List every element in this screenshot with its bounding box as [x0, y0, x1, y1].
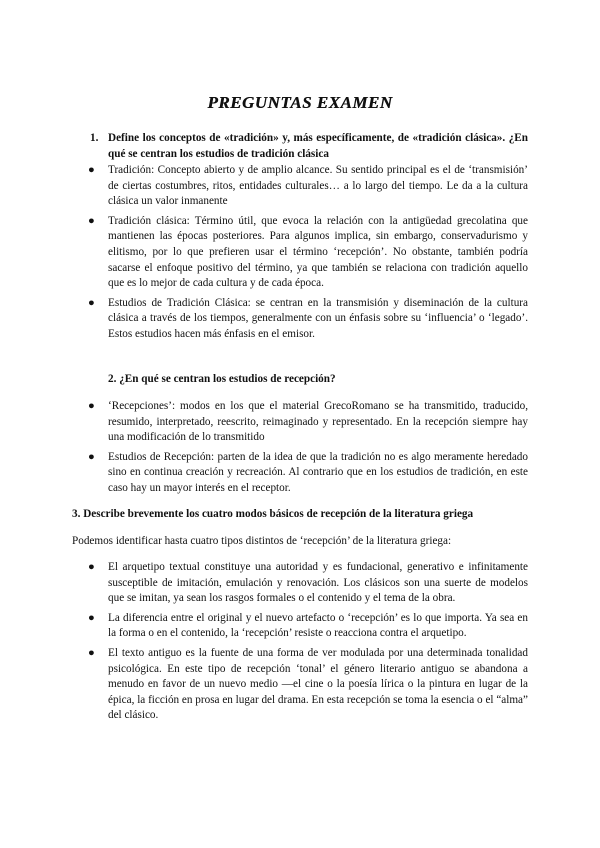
- list-item: ● El texto antiguo es la fuente de una forma de ver modulada por una determinada tonalidad psicológica. En este tipo de recepción ‘tonal’ el género literario antiguo se abandona a menudo en favor de un nuevo medio —el cine o la poesía lírica o la pintura en lugar de la épica, la ficción en prosa en lugar del drama. En esta recepción se toma la esencia o el “alma” del clásico.: [88, 646, 528, 722]
- question-3-list: [88, 560, 528, 728]
- bullet-icon: ●: [88, 450, 95, 463]
- list-item: ● La diferencia entre el original y el nuevo artefacto o ‘recepción’ es lo que importa. Ya sea en la forma o en el contenido, la ‘recepción’ resiste o reacciona contra el arquetipo.: [88, 611, 528, 640]
- question-2-heading: 2. ¿En qué se centran los estudios de recepción?: [108, 373, 336, 385]
- bullet-icon: ●: [88, 646, 95, 659]
- list-item: ● Estudios de Tradición Clásica: se centran en la transmisión y diseminación de la cultura clásica a través de los tiempos, generalmente con un énfasis sobre su ‘influencia’ o ‘legado’. Estos estudios hacen más énfasis en el emisor.: [88, 296, 528, 340]
- question-1-text: Define los conceptos de «tradición» y, más específicamente, de «tradición clásica». ¿En qué se centran los estudios de tradición clásica: [108, 132, 528, 160]
- list-item: ● Tradición clásica: Término útil, que evoca la relación con la antigüedad grecolatina que mantienen las épocas posteriores. Para algunos implica, sin embargo, conservadurismo y elitismo, por lo que prefieren usar el término ‘recepción’. No obstante, también podría sacarse el enfoque positivo del término, ya que también se relaciona con tradición aquello que es lo mejor de cada cultura y de cada época.: [88, 214, 528, 290]
- list-item: ● ‘Recepciones’: modos en los que el material GrecoRomano se ha transmitido, traducido, resumido, interpretado, reescrito, reimaginado y representado. En la recepción siempre hay una modificación de lo transmitido: [88, 400, 528, 444]
- bullet-icon: ●: [88, 164, 95, 176]
- question-3-heading: 3. Describe brevemente los cuatro modos básicos de recepción de la literatura griega: [72, 508, 474, 520]
- question-3-intro: Podemos identificar hasta cuatro tipos distintos de ‘recepción’ de la literatura griega:: [72, 535, 452, 547]
- document-title: PREGUNTAS EXAMEN: [207, 93, 393, 112]
- bullet-icon: ●: [88, 214, 95, 227]
- bullet-icon: ●: [88, 400, 95, 412]
- list-item: ● Estudios de Recepción: parten de la idea de que la tradición no es algo meramente heredado sino en continua creación y recreación. Al contrario que en los estudios de tradición, en este caso hay un mayor interés en el receptor.: [88, 450, 528, 494]
- list-item: ● El arquetipo textual constituye una autoridad y es fundacional, generativo e infinitamente susceptible de imitación, emulación y renovación. Los clásicos son una suerte de modelos que se imitan, ya sean los rasgos formales o el contenido y el tema de la obra.: [88, 561, 528, 605]
- bullet-icon: ●: [88, 296, 95, 309]
- question-1-list: [88, 163, 528, 347]
- question-1-number: 1.: [90, 132, 99, 144]
- bullet-icon: ●: [88, 561, 95, 573]
- question-1: [90, 131, 528, 162]
- bullet-icon: ●: [88, 611, 95, 624]
- list-item: ● Tradición: Concepto abierto y de amplio alcance. Su sentido principal es el de ‘transmisión’ de ciertas costumbres, ritos, entidades culturales… a lo largo del tiempo. Le da a la cultura clásica un valor inmanente: [88, 164, 528, 208]
- question-2-list: [88, 399, 528, 501]
